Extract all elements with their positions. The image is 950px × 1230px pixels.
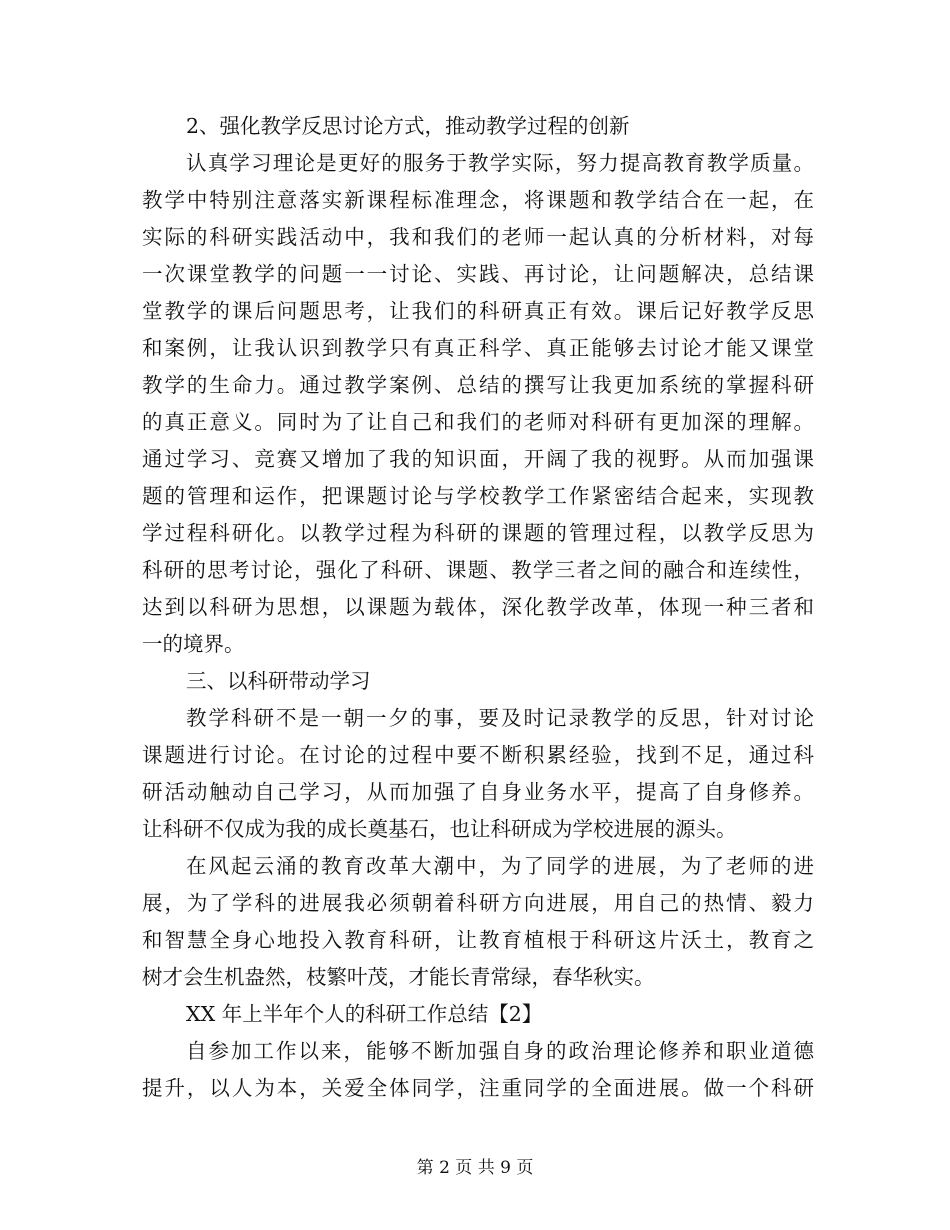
text-line: 科研的思考讨论，强化了科研、课题、教学三者之间的融合和连续性， <box>142 558 814 582</box>
text-line: 展，为了学科的进展我必须朝着科研方向进展，用自己的热情、毅力 <box>142 891 814 915</box>
text-line: 树才会生机盎然，枝繁叶茂，才能长青常绿，春华秋实。 <box>142 965 655 989</box>
text-line: 题的管理和运作，把课题讨论与学校教学工作紧密结合起来，实现教 <box>142 484 814 508</box>
text-line: 一的境界。 <box>142 632 245 656</box>
text-line: 自参加工作以来，能够不断加强自身的政治理论修养和职业道德 <box>186 1039 814 1063</box>
text-line: 2、强化教学反思讨论方式，推动教学过程的创新 <box>186 114 630 138</box>
text-line: 教学中特别注意落实新课程标准理念，将课题和教学结合在一起，在 <box>142 188 814 212</box>
page-footer: 第 2 页 共 9 页 <box>416 1158 534 1178</box>
text-line: 实际的科研实践活动中，我和我们的老师一起认真的分析材料，对每 <box>142 225 814 249</box>
text-line: 达到以科研为思想，以课题为载体，深化教学改革，体现一种三者和 <box>142 595 814 619</box>
text-line: 的真正意义。同时为了让自己和我们的老师对科研有更加深的理解。 <box>142 410 814 434</box>
text-line: 认真学习理论是更好的服务于教学实际，努力提高教育教学质量。 <box>186 151 814 175</box>
text-line: 学过程科研化。以教学过程为科研的课题的管理过程，以教学反思为 <box>142 521 814 545</box>
text-line: 通过学习、竞赛又增加了我的知识面，开阔了我的视野。从而加强课 <box>142 447 814 471</box>
text-line: 教学科研不是一朝一夕的事，要及时记录教学的反思，针对讨论 <box>186 706 814 730</box>
text-line: 和案例，让我认识到教学只有真正科学、真正能够去讨论才能又课堂 <box>142 336 814 360</box>
text-line: 一次课堂教学的问题一一讨论、实践、再讨论，让问题解决，总结课 <box>142 262 814 286</box>
text-line: 和智慧全身心地投入教育科研，让教育植根于科研这片沃土，教育之 <box>142 928 814 952</box>
text-line: 课题进行讨论。在讨论的过程中要不断积累经验，找到不足，通过科 <box>142 743 814 767</box>
document-body <box>142 108 814 1107</box>
text-line: 提升，以人为本，关爱全体同学，注重同学的全面进展。做一个科研 <box>142 1076 814 1100</box>
text-line: 堂教学的课后问题思考，让我们的科研真正有效。课后记好教学反思 <box>142 299 814 323</box>
text-line: XX 年上半年个人的科研工作总结【2】 <box>186 1002 543 1026</box>
text-line: 在风起云涌的教育改革大潮中，为了同学的进展，为了老师的进 <box>186 854 814 878</box>
text-line: 教学的生命力。通过教学案例、总结的撰写让我更加系统的掌握科研 <box>142 373 814 397</box>
text-line: 三、以科研带动学习 <box>186 669 371 693</box>
text-line: 让科研不仅成为我的成长奠基石，也让科研成为学校进展的源头。 <box>142 817 737 841</box>
text-line: 研活动触动自己学习，从而加强了自身业务水平，提高了自身修养。 <box>142 780 814 804</box>
